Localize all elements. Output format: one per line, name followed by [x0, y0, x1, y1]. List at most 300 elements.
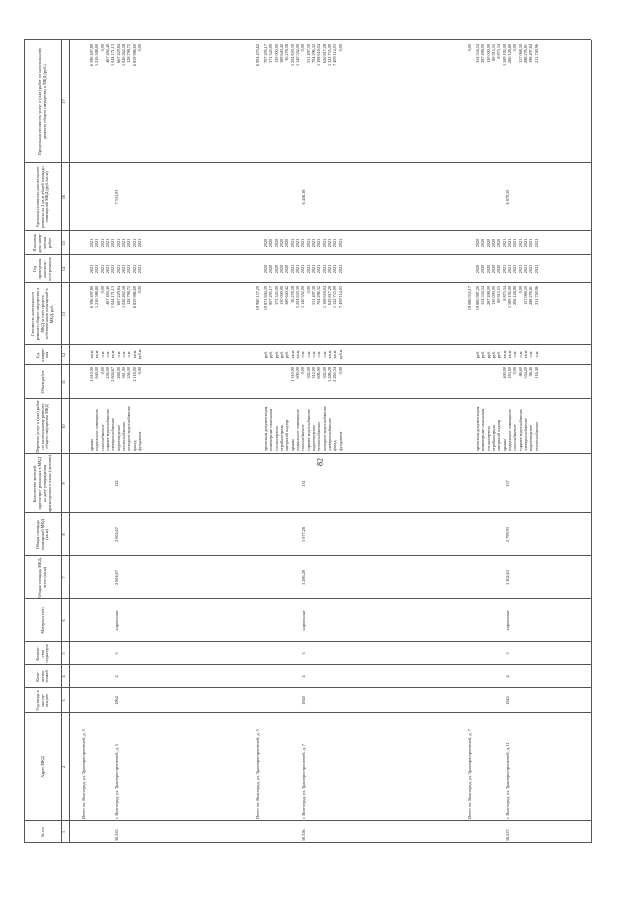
work-cost: 1 108 618,04 [321, 286, 327, 308]
grid-line-v [24, 842, 591, 843]
finish-date-column [476, 231, 540, 255]
work-type: электроснабжение [110, 418, 116, 451]
work-unit: п.м [99, 351, 105, 358]
work-volume: 3 286,28 [327, 367, 333, 382]
limit-cost: 707 295,17 [263, 44, 268, 63]
header-label: Общая площадь МКД, всего (кв.м) [37, 557, 47, 598]
work-unit: руб. [284, 350, 290, 359]
subtotal-label: Итого по: Волгоград, ул. Тракторостроителей, д. 5 [255, 729, 260, 819]
work-unit: п.м [533, 351, 539, 358]
work-volume: 256,00 [126, 367, 132, 379]
finish-date: 2021 [316, 238, 322, 248]
limit-cost: 5 204 630,30 [289, 44, 295, 66]
work-cost: 1 044 171,13 [110, 286, 116, 308]
work-unit: п.м [305, 351, 311, 358]
repair-year: 2021 [316, 264, 322, 274]
grid-line-v [24, 39, 591, 40]
repair-year: 2021 [523, 264, 529, 274]
work-unit: руб. [475, 350, 480, 359]
work-volume: 302,00 [305, 367, 311, 379]
grid-line-h [24, 40, 25, 843]
limit-cost: 354 534,54 [475, 44, 480, 63]
work-cost: 1 140 552,00 [300, 286, 306, 308]
finish-date: 2021 [115, 238, 121, 248]
work-volume: 312,00 [311, 367, 317, 379]
work-volume: 1 610,00 [89, 367, 94, 382]
wall-material: кирпичные [301, 610, 307, 631]
finish-date: 2021 [295, 238, 301, 248]
finish-date: 2020 [491, 238, 497, 248]
limit-cost: 1 108 618,04 [316, 44, 322, 66]
work-type-column [264, 399, 344, 451]
work-type: госэкспертиза [273, 425, 279, 451]
work-cost: 130 000,00 [491, 286, 497, 305]
work-volume: 86,60 [517, 367, 523, 377]
column-number: 7 [61, 576, 66, 579]
work-unit: кв.м [501, 350, 507, 359]
limit-cost: 0,00 [300, 44, 306, 52]
repair-year: 2021 [300, 264, 306, 274]
work-cost: 128 798,72 [126, 286, 132, 305]
limit-cost: 8 875,34 [496, 44, 502, 59]
residents: 131 [301, 480, 307, 487]
repair-year: 2021 [99, 264, 105, 274]
limit-cost: 7 409 114,03 [332, 44, 338, 66]
work-volume-column [264, 367, 344, 399]
work-unit: руб. [480, 350, 486, 359]
finish-date: 2021 [289, 238, 295, 248]
header-label: Плановая дата завер- шения работ [32, 233, 52, 253]
work-unit: кв.м [131, 350, 137, 359]
column-number: 13 [61, 311, 66, 317]
work-type: крыша [89, 438, 94, 451]
work-unit: п.м [121, 351, 127, 358]
limit-cost: 0,00 [137, 44, 143, 52]
finish-date: 2021 [126, 238, 132, 248]
repair-year: 2021 [311, 264, 317, 274]
wall-material: кирпичные [113, 610, 119, 631]
column-number: 2 [61, 765, 66, 769]
limit-cost: 1 026 262,58 [121, 44, 127, 66]
work-cost: 1 026 262,58 [121, 286, 127, 308]
header-cell [26, 346, 60, 364]
work-unit: кв.м [332, 350, 338, 359]
limit-cost: 130 000,00 [485, 44, 491, 63]
work-cost: 288 276,81 [528, 286, 534, 305]
limit-cost: 130 000,00 [273, 44, 279, 63]
work-unit: руб. [485, 350, 491, 359]
limit-cost: 89 915,55 [491, 44, 497, 61]
header-cell [26, 666, 60, 687]
work-type: газоснабжение [512, 424, 518, 451]
work-unit: кв.м [94, 350, 100, 359]
header-label: Объем работ [39, 370, 45, 394]
work-type: фасад [131, 440, 137, 451]
work-volume: 600,00 [295, 367, 301, 379]
column-number: 6 [61, 619, 66, 622]
work-type: водоотведение [311, 424, 317, 451]
work-cost: 551 497,30 [311, 286, 317, 305]
work-unit-column [90, 345, 143, 364]
subtotal-limit: 0,00 [467, 44, 472, 52]
repair-year: 2021 [94, 264, 100, 274]
work-volume-column [476, 367, 540, 399]
header-label: Материал стен [39, 607, 45, 634]
work-cost: 620 817,28 [327, 286, 333, 305]
repair-year: 2020 [480, 264, 486, 274]
work-cost: 287 498,00 [485, 286, 491, 305]
limit-cost: 0,00 [337, 44, 343, 52]
work-type: холодное водоснабжение [321, 406, 327, 451]
work-volume: 2 118,00 [131, 367, 137, 382]
work-unit: кв.м [327, 350, 333, 359]
work-cost: 667 229,84 [115, 286, 121, 305]
work-type: фасад [332, 440, 338, 451]
repair-year-column [476, 255, 540, 283]
header-cell [26, 600, 60, 641]
column-number: 16 [61, 194, 66, 200]
repair-year: 2021 [105, 264, 111, 274]
header-cell [26, 822, 60, 842]
work-cost: 36 278,58 [289, 286, 295, 303]
finish-date: 2021 [105, 238, 111, 248]
finish-date: 2021 [507, 238, 513, 248]
finish-date: 2021 [332, 238, 338, 248]
finish-date: 2020 [279, 238, 285, 248]
work-cost: 19 871 694,39 [263, 286, 268, 311]
work-cost: 0,00 [99, 286, 105, 294]
limit-cost: 704 296,32 [311, 44, 317, 63]
repair-year: 2020 [279, 264, 285, 274]
header-cell [26, 689, 60, 712]
floors: 4 [505, 675, 511, 678]
work-cost: 157 068,50 [523, 286, 529, 305]
work-volume: 400,00 [501, 367, 507, 379]
work-type: водоотведение [115, 424, 121, 451]
finish-date: 2020 [475, 238, 480, 248]
finish-date: 2021 [523, 238, 529, 248]
work-unit: куб.м [137, 349, 143, 360]
repair-year: 2020 [491, 264, 497, 274]
limit-cost: 0,00 [99, 44, 105, 52]
work-type: проектная документация [475, 406, 480, 451]
work-cost: 89 915,55 [496, 286, 502, 303]
work-cost: 354 534,54 [480, 286, 486, 305]
residents: 157 [505, 480, 511, 487]
work-cost: 266 128,80 [512, 286, 518, 305]
work-cost: 0,00 [517, 286, 523, 294]
work-unit: руб. [268, 350, 274, 359]
finish-date: 2021 [121, 238, 127, 248]
works-table [24, 40, 591, 843]
work-unit: руб. [496, 350, 502, 359]
work-volume: 0,00 [512, 367, 518, 375]
column-number: 1 [61, 830, 66, 834]
work-unit: п.м [512, 351, 518, 358]
repair-year: 2020 [273, 264, 279, 274]
work-unit: руб. [491, 350, 497, 359]
work-volume: 302,00 [321, 367, 327, 379]
column-number: 9 [61, 482, 66, 485]
work-type: горячее водоснабжение [517, 409, 523, 451]
header-label: № п/п [39, 826, 45, 838]
work-cost-column [476, 286, 540, 344]
column-number: 10 [61, 424, 66, 429]
floors: 4 [113, 675, 119, 678]
work-cost: 8 875,34 [501, 286, 507, 301]
subtotal-label: Итого по: Волгоград, ул. Тракторостроителей, д. 3 [81, 729, 86, 819]
repair-year: 2021 [115, 264, 121, 274]
work-cost: 6 396 497,80 [89, 286, 94, 308]
subtotal-cost: 19 086 035,17 [467, 286, 472, 311]
work-type: подвальное помещение [94, 409, 100, 451]
limit-cost: 1 322 735,09 [327, 44, 333, 66]
work-cost-column [264, 286, 344, 344]
work-volume: 0,00 [300, 367, 306, 375]
header-cell [26, 366, 60, 398]
header-cell [26, 41, 60, 162]
finish-date: 2020 [263, 238, 268, 248]
work-unit: руб. [273, 350, 279, 359]
work-unit: руб. [263, 350, 268, 359]
limit-cost: 667 229,84 [115, 44, 121, 63]
work-volume: 0,00 [337, 367, 343, 375]
limit-cost-column [264, 44, 344, 162]
subtotal-cost: 19 980 157,20 [255, 286, 260, 311]
work-type-column [476, 399, 540, 451]
area-rooms: 2 799,93 [505, 527, 511, 542]
area-total: 3 286,28 [301, 570, 307, 585]
work-cost: 0,00 [305, 286, 311, 294]
repair-year-column [90, 255, 143, 283]
limit-cost: 620 817,28 [321, 44, 327, 63]
work-unit: п.м [115, 351, 121, 358]
work-cost: 389 640,42 [284, 286, 290, 305]
work-type: горячее водоснабжение [305, 409, 311, 451]
finish-date: 2021 [501, 238, 507, 248]
limit-cost: 551 497,30 [305, 44, 311, 63]
repair-year: 2021 [89, 264, 94, 274]
work-unit: п.м [105, 351, 111, 358]
year-built: 1945 [505, 696, 511, 705]
row-number: 56.355. [113, 828, 119, 841]
repair-year: 2021 [289, 264, 295, 274]
work-cost: 6 859 986,60 [131, 286, 137, 308]
area-rooms: 2 604,67 [113, 527, 119, 542]
work-cost: 907 295,17 [268, 286, 274, 305]
header-label: Количество жителей, зарегистри- рованных в МКД на дату утверждения краткосрочного плана (человек) [32, 455, 52, 512]
work-unit: кв.м [295, 350, 301, 359]
address: г. Волгоград, ул. Тракторостроителей, д. 5 [113, 744, 119, 819]
finish-date: 2021 [99, 238, 105, 248]
row-number: 56.357. [505, 828, 511, 841]
work-type: проектная документация [263, 406, 268, 451]
work-cost: 5 204 630,30 [295, 286, 301, 308]
column-number: 8 [61, 533, 66, 536]
limit-cost-column [90, 44, 143, 162]
repair-year: 2020 [263, 264, 268, 274]
column-number: 4 [61, 675, 66, 678]
work-cost: 0,00 [137, 286, 143, 294]
header-label: Количе- ство подъездов [34, 644, 50, 663]
repair-year: 2021 [533, 264, 539, 274]
limit-cost: 6 396 497,80 [89, 44, 94, 66]
repair-year: 2021 [332, 264, 338, 274]
work-cost: 1 589 192,00 [507, 286, 513, 308]
header-cell [26, 232, 60, 254]
work-cost: 1 322 735,09 [332, 286, 338, 308]
header-cell [26, 256, 60, 282]
header-cell [26, 714, 60, 820]
repair-year: 2021 [126, 264, 132, 274]
work-volume: 256,00 [105, 367, 111, 379]
finish-date: 2021 [89, 238, 94, 248]
repair-year: 2021 [337, 264, 343, 274]
grid-line-v [24, 364, 591, 365]
limit-cost: 287 498,00 [480, 44, 486, 63]
work-unit: кв.м [523, 350, 529, 359]
work-volume: 640,00 [94, 367, 100, 379]
header-cell [26, 400, 60, 453]
work-volume-column [90, 367, 143, 399]
repair-year: 2021 [501, 264, 507, 274]
work-cost: 1 216 588,80 [94, 286, 100, 308]
repair-year: 2021 [321, 264, 327, 274]
header-label: Перечень услуг и (или) работ по капитальному ремонту общего имущества МКД [34, 400, 50, 453]
unit-cost: 6 456,18 [301, 189, 307, 205]
finish-date: 2021 [512, 238, 518, 248]
finish-date: 2020 [273, 238, 279, 248]
finish-date: 2021 [321, 238, 327, 248]
repair-year: 2021 [305, 264, 311, 274]
work-unit: п.м [311, 351, 317, 358]
limit-cost: 371 345,00 [268, 44, 274, 63]
header-label: Ед. измере- ния [34, 348, 50, 362]
work-type: инженерные изыскания [268, 408, 274, 451]
entrances: 3 [113, 652, 119, 655]
work-cost: 19 880 987,20 [475, 286, 480, 311]
column-number: 3 [61, 699, 66, 702]
repair-year: 2020 [496, 264, 502, 274]
finish-date: 2021 [327, 238, 333, 248]
finish-date-column [264, 231, 344, 255]
finish-date: 2020 [485, 238, 491, 248]
header-cell [26, 643, 60, 664]
work-volume: 2 265,34 [332, 367, 338, 382]
header-label: Коли- чество этажей [34, 670, 50, 683]
work-unit: кв.м [89, 350, 94, 359]
header-cell [26, 514, 60, 555]
entrances: 5 [505, 652, 511, 655]
column-number: 5 [61, 652, 66, 655]
limit-cost: 266 128,80 [507, 44, 513, 63]
header-label: Адрес МКД [39, 756, 45, 778]
repair-year: 2021 [327, 264, 333, 274]
work-type: крыша [289, 438, 295, 451]
work-cost: 371 345,00 [273, 286, 279, 305]
repair-year: 2021 [528, 264, 534, 274]
finish-date: 2021 [131, 238, 137, 248]
finish-date: 2021 [337, 238, 343, 248]
finish-date: 2021 [300, 238, 306, 248]
finish-date: 2020 [284, 238, 290, 248]
repair-year: 2021 [507, 264, 513, 274]
work-volume: 1 310,00 [289, 367, 295, 382]
unit-cost: 7 553,03 [113, 189, 119, 205]
finish-date-column [90, 231, 143, 255]
work-type: фундамент [137, 431, 143, 451]
work-unit: п.м [126, 351, 132, 358]
work-type: крыша [501, 438, 507, 451]
limit-cost-column [476, 44, 540, 162]
header-label: Стоимость капитального ремонта общего имущества в МКД за счет средств собственников помещений в МКД, руб. [29, 287, 55, 341]
work-type: подвальное помещение [507, 409, 513, 451]
work-volume: 116,40 [533, 367, 539, 379]
column-number: 11 [61, 379, 66, 385]
repair-year: 2021 [295, 264, 301, 274]
work-type: стройконтроль [279, 424, 285, 451]
work-volume: 163,00 [507, 367, 513, 379]
finish-date: 2021 [528, 238, 534, 248]
grid-line-h [591, 40, 592, 843]
year-built: 1940 [301, 696, 307, 705]
finish-date: 2020 [268, 238, 274, 248]
limit-cost: 0,00 [512, 44, 518, 52]
work-cost-column [90, 286, 143, 344]
area-rooms: 3 077,28 [301, 527, 307, 542]
finish-date: 2021 [533, 238, 539, 248]
work-type-column [90, 399, 143, 451]
finish-date: 2021 [311, 238, 317, 248]
limit-cost: 1 044 171,13 [110, 44, 116, 66]
work-type: горячее водоснабжение [105, 409, 111, 451]
limit-cost: 6 859 986,60 [131, 44, 137, 66]
page-number: 82 [315, 458, 325, 466]
work-type: газоснабжение [99, 424, 105, 451]
work-volume: 561,00 [121, 367, 127, 379]
repair-year: 2021 [512, 264, 518, 274]
header-label: Удельная стоимость капитального ремонта на 1 кв.м общей площади помещений МКД (руб./кв.м) [34, 166, 50, 228]
header-cell [26, 284, 60, 344]
work-unit-column [264, 345, 344, 364]
wall-material: кирпичные [505, 610, 511, 631]
work-unit: руб. [279, 350, 285, 359]
work-type: фундамент [337, 431, 343, 451]
work-unit: куб.м [337, 349, 343, 360]
work-volume: 606,00 [316, 367, 322, 379]
finish-date: 2021 [517, 238, 523, 248]
address: г. Волгоград, ул. Тракторостроителей, д. 7 [301, 744, 307, 819]
work-unit: п.м [321, 351, 327, 358]
work-type: стройконтроль [491, 424, 497, 451]
finish-date: 2020 [480, 238, 486, 248]
work-cost: 130 000,00 [279, 286, 285, 305]
limit-cost: 1 216 588,80 [94, 44, 100, 66]
work-unit-column [476, 345, 540, 364]
work-type: электроснабжение [523, 418, 529, 451]
area-total: 2 604,67 [113, 570, 119, 585]
limit-cost: 1 589 192,00 [501, 44, 507, 66]
work-unit: п.м [316, 351, 322, 358]
work-type: газоснабжение [300, 424, 306, 451]
work-type: водоотведение [528, 424, 534, 451]
repair-year: 2021 [110, 264, 116, 274]
work-cost: 704 296,32 [316, 286, 322, 305]
work-cost: 467 494,40 [105, 286, 111, 305]
repair-year: 2020 [268, 264, 274, 274]
repair-year: 2020 [475, 264, 480, 274]
header-cell [26, 164, 60, 230]
